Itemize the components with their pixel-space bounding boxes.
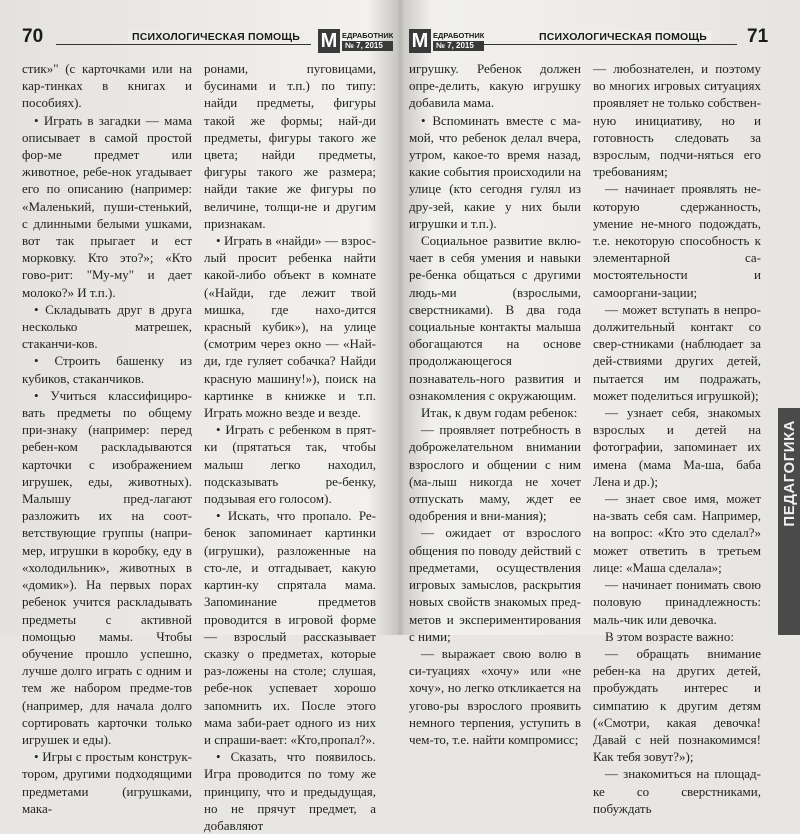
logo-letter: М <box>318 29 340 53</box>
header-rule-left <box>56 44 311 45</box>
paragraph: • Игры с простым конструк-тором, другими подходящими предметами (игрушками, мака- <box>22 749 192 816</box>
page-number-left: 70 <box>22 26 44 47</box>
paragraph: В этом возрасте важно: <box>605 628 734 644</box>
right-column-2 <box>593 60 761 817</box>
paragraph: • Учиться классифициро-вать предметы по общему при-знаку (например: перед ребен-ком раскладываются карточки с изображением игрушек, еды, животных). Малышу пред-лагают разложить их на соот-ветствующие группы (напри-мер, игрушки в коробку, еду в «холодильник», животных в «домик»). На первых порах ребенок учится раскладывать предметы с активной помощью мамы. Чтобы обучение прошло успешно, лучше долго играть с одним и тем же набором предме-тов (например, для начала долго сортировать карточки только игрушек и еды). <box>22 387 192 747</box>
paragraph: — обращать внимание ребен-ка на других детей, пробуждать интерес и симпатию к другим детям («Смотри, какая девочка! Давай с ней познакомимся! Как тебя зовут?»); <box>593 645 761 765</box>
logo-line1: ЕДРАБОТНИК <box>433 30 485 40</box>
right-page <box>403 0 800 816</box>
paragraph: • Строить башенку из кубиков, стаканчиков. <box>22 353 192 386</box>
paragraph: Итак, к двум годам ребенок: <box>421 405 578 421</box>
paragraph: — может вступать в непро-должительный контакт со свер-стниками (наблюдает за дей-ствиями других детей, пытается им подражать, может поделиться игрушкой); <box>593 301 761 403</box>
header-rule-right <box>479 44 737 45</box>
paragraph: Социальное развитие вклю-чает в себя умения и навыки ре-бенка общаться с другими людь-ми (взрослыми, сверстниками). В два года социальные контакты малыша обогащаются на основе продолжающегося познаватель-ного развития и ознакомления с окружающим. <box>409 233 581 403</box>
paragraph: • Искать, что пропало. Ре-бенок запоминает картинки (игрушки), разложенные на сто-ле, и отгадывает, какую картин-ку спрятала мама. Запоминание предметов проводится в игровой форме — взрослый рассказывает сказку о предметах, которые раз-ложены на столе; слушая, ребе-нок успевает хорошо запомнить их. После этого мама заби-рает одного из них и спраши-вает: «Кто,пропал?». <box>204 508 376 747</box>
magazine-logo-right <box>409 27 484 54</box>
header-title-left: ПСИХОЛОГИЧЕСКАЯ ПОМОЩЬ <box>128 31 304 43</box>
paragraph: • Играть в загадки — мама описывает в самой простой фор-ме предмет или животное, ребе-нок угадывает его по описанию (например: «Маленький, пуши-стенький, с длинными белыми ушками, вот так прыгает и ест морковку. Кто это?»; «Кто гово-рит: "Му-му" и дает молоко?» И т.п.). <box>22 112 192 300</box>
paragraph: — любознателен, и поэтому во многих игровых ситуациях проявляет не только собствен-ную инициативу, но и готовность следовать за взрослым, подчи-няться его требованиям; <box>593 61 761 180</box>
paragraph: ронами, пуговицами, бусинами и т.п.) по типу: найди предметы, фигуры такой же формы; най-ди предметы, фигуры такого же цвета; найди предметы, фигуры такого же размера; найди такие же фигуры по величине, толщи-не и другим признакам. <box>204 61 376 231</box>
left-page <box>0 0 397 833</box>
paragraph: • Играть с ребенком в прят-ки (прятаться так, чтобы малыш легко находил, подсказывать ре-бенку, подзывая его голосом). <box>204 422 376 507</box>
section-side-tab <box>778 408 800 635</box>
paragraph: — начинает проявлять не-которую сдержанность, умение не-много подождать, т.е. некоторую способность к элементарной са-мостоятельности и самооргани-зации; <box>593 181 761 300</box>
paragraph: игрушку. Ребенок должен опре-делить, какую игрушку добавила мама. <box>409 61 581 111</box>
logo-line1: ЕДРАБОТНИК <box>342 30 394 40</box>
left-column-1 <box>22 60 192 817</box>
paragraph: — начинает понимать свою половую принадлежность: маль-чик или девочка. <box>593 577 761 627</box>
left-column-2 <box>204 60 376 834</box>
paragraph: — выражает свою волю в си-туациях «хочу» или «не хочу», но легко откликается на угово-ры взрослого проявить немного терпения, уступить в чем-то, т.е. найти компромисс; <box>409 645 581 747</box>
paragraph: — знает свое имя, может на-звать себя сам. Например, на вопрос: «Кто это сделал?» может ответить в третьем лице: «Маша сделала»; <box>593 491 761 575</box>
right-column-1 <box>409 60 581 748</box>
logo-letter: М <box>409 29 431 53</box>
paragraph: — знакомиться на площад-ке со сверстниками, побуждать <box>593 766 761 816</box>
paragraph: — проявляет потребность в доброжелательном внимании взрослого и общении с ним (ма-лыш никогда не хочет отпускать маму, ждет ее одобрения и вни-мания); <box>409 422 581 524</box>
section-side-tab-label: ПЕДАГОГИКА <box>781 420 798 527</box>
paragraph: • Складывать друг в друга несколько матрешек, стаканчи-ков. <box>22 301 192 352</box>
paragraph: стик»" (с карточками или на кар-тинках в книгах и пособиях). <box>22 61 192 111</box>
logo-line2: № 7, 2015 <box>433 41 484 51</box>
header-title-right: ПСИХОЛОГИЧЕСКАЯ ПОМОЩЬ <box>535 31 711 43</box>
paragraph: • Вспоминать вместе с ма-мой, что ребенок делал вчера, утром, какое-то время назад, какие события происходили на улице (кто сегодня гулял из дру-зей, какие у них были игрушки и т.п.). <box>409 112 581 231</box>
paragraph: • Играть в «найди» — взрос-лый просит ребенка найти какой-либо объект в комнате («Найди, где лежит твой мишка, где нахо-дится красный кубик»), на улице (смотрим через окно — «Най-ди, где гуляет собачка? Найди красную машину!»), поиск на картинке в книжке и т.п. Играть можно везде и везде. <box>204 233 376 421</box>
paragraph: — узнает себя, знакомых взрослых и детей на фотографии, запоминает их имена (мама Ма-ша, баба Лена и др.); <box>593 405 761 489</box>
page-number-right: 71 <box>747 26 769 47</box>
paragraph: — ожидает от взрослого общения по поводу действий с предметами, осуществления игровых замыслов, раскрытия новых свойств знакомых пред-метов и экспериментирования с ними; <box>409 525 581 644</box>
paragraph: • Сказать, что появилось. Игра проводится по тому же принципу, что и предыдущая, но не прячут предмет, а добавляют <box>204 749 376 833</box>
magazine-logo-left <box>318 27 393 54</box>
logo-line2: № 7, 2015 <box>342 41 393 51</box>
